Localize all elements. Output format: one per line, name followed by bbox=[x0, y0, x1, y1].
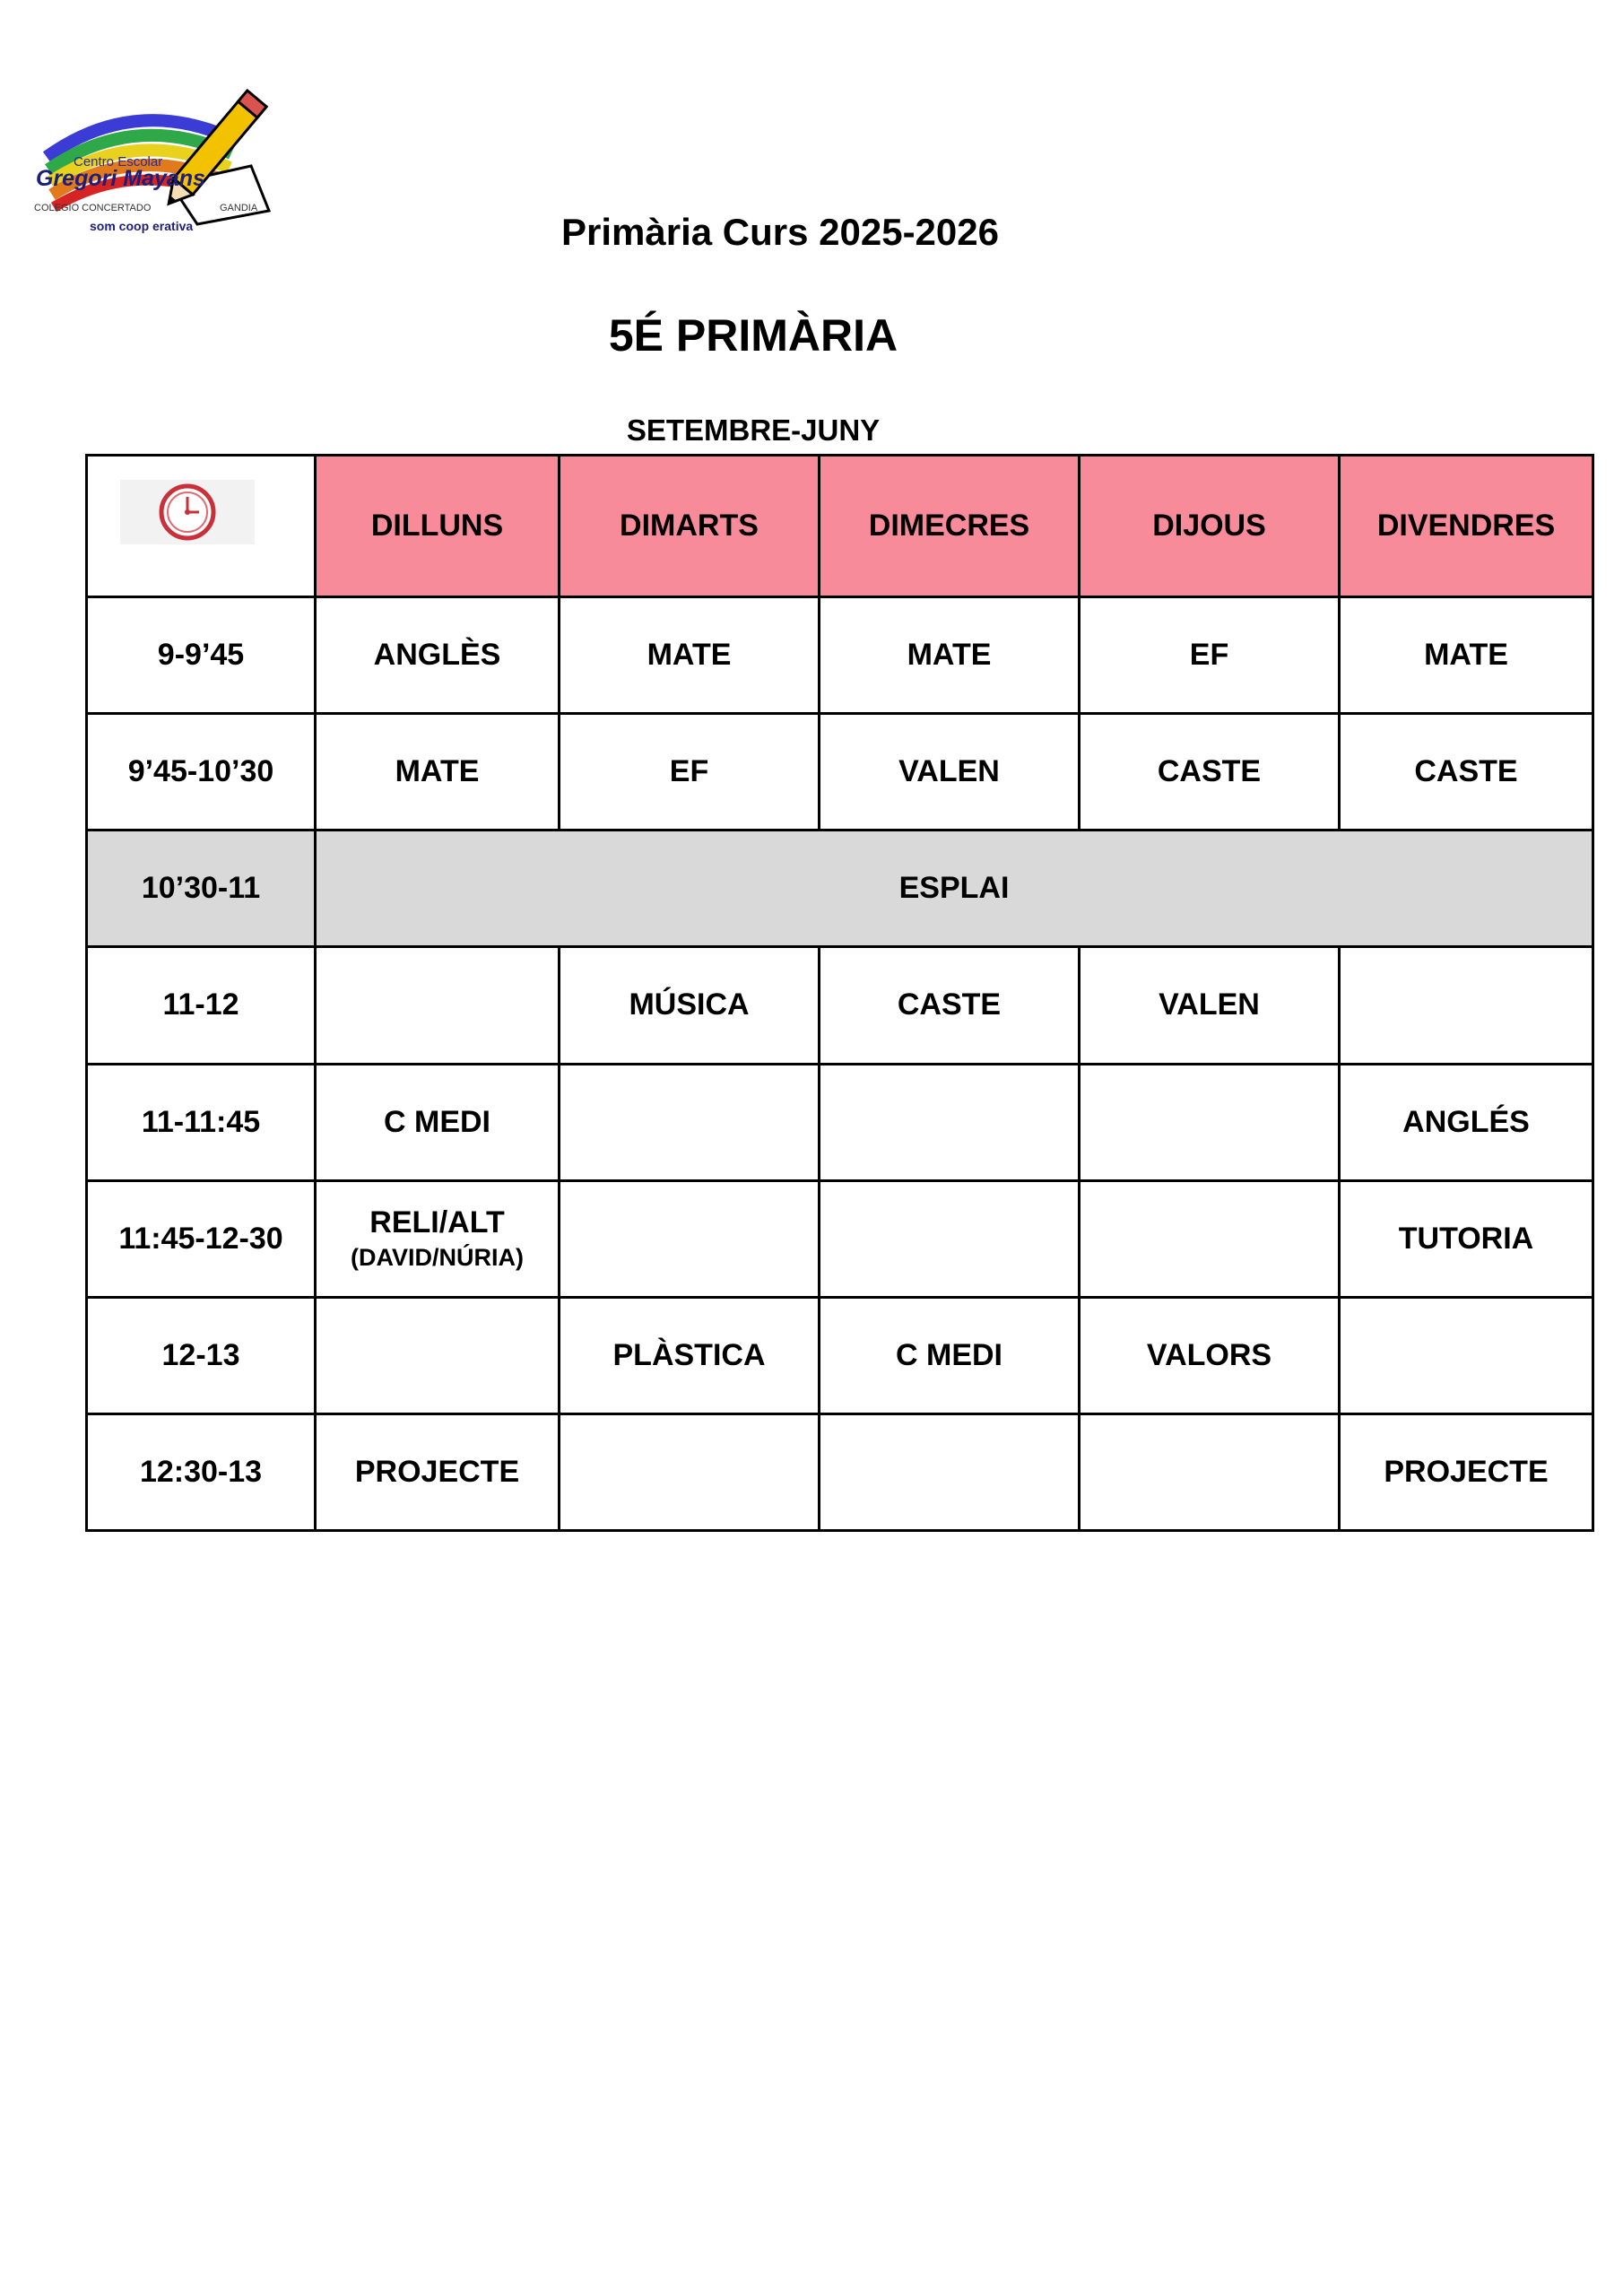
day-header-thursday: DIJOUS bbox=[1080, 456, 1340, 597]
class-cell: VALEN bbox=[1080, 947, 1340, 1064]
period-label: SETEMBRE-JUNY bbox=[626, 413, 881, 447]
table-row bbox=[87, 1064, 1593, 1180]
time-cell: 11-12 bbox=[87, 947, 316, 1064]
table-row bbox=[87, 1413, 1593, 1530]
break-cell: ESPLAI bbox=[316, 831, 1593, 947]
time-cell: 11:45-12-30 bbox=[87, 1180, 316, 1297]
logo-line2: Gregori Mayans bbox=[36, 166, 205, 191]
class-cell bbox=[1340, 1297, 1593, 1413]
class-cell bbox=[1080, 1064, 1340, 1180]
table-row bbox=[87, 1297, 1593, 1413]
schedule-table bbox=[85, 454, 1594, 1532]
class-cell: PLÀSTICA bbox=[560, 1297, 820, 1413]
class-cell: ANGLÉS bbox=[1340, 1064, 1593, 1180]
day-header-monday: DILLUNS bbox=[316, 456, 560, 597]
time-cell: 12-13 bbox=[87, 1297, 316, 1413]
time-cell: 9-9’45 bbox=[87, 597, 316, 714]
class-cell: MÚSICA bbox=[560, 947, 820, 1064]
class-cell: MATE bbox=[820, 597, 1080, 714]
class-cell: ANGLÈS bbox=[316, 597, 560, 714]
class-cell bbox=[316, 1297, 560, 1413]
time-cell: 12:30-13 bbox=[87, 1413, 316, 1530]
logo-line5: som coop erativa bbox=[90, 219, 194, 233]
class-cell: MATE bbox=[1340, 597, 1593, 714]
class-cell: CASTE bbox=[1340, 714, 1593, 831]
class-cell bbox=[560, 1180, 820, 1297]
class-cell bbox=[316, 947, 560, 1064]
class-cell bbox=[1340, 947, 1593, 1064]
header-row bbox=[87, 456, 1593, 597]
class-cell: VALORS bbox=[1080, 1297, 1340, 1413]
class-cell: MATE bbox=[560, 597, 820, 714]
class-name: RELI/ALT bbox=[369, 1205, 505, 1240]
class-cell: C MEDI bbox=[820, 1297, 1080, 1413]
table-row bbox=[87, 1180, 1593, 1297]
class-cell: MATE bbox=[316, 714, 560, 831]
class-teachers-note: (DAVID/NÚRIA) bbox=[351, 1244, 524, 1272]
day-header-friday: DIVENDRES bbox=[1340, 456, 1593, 597]
class-cell: C MEDI bbox=[316, 1064, 560, 1180]
table-row bbox=[87, 947, 1593, 1064]
class-cell bbox=[1080, 1413, 1340, 1530]
class-cell: PROJECTE bbox=[1340, 1413, 1593, 1530]
time-cell: 9’45-10’30 bbox=[87, 714, 316, 831]
class-cell: CASTE bbox=[1080, 714, 1340, 831]
table-row bbox=[87, 597, 1593, 714]
class-cell bbox=[820, 1180, 1080, 1297]
class-cell bbox=[1080, 1180, 1340, 1297]
course-title: Primària Curs 2025-2026 bbox=[561, 211, 999, 253]
class-cell: TUTORIA bbox=[1340, 1180, 1593, 1297]
class-cell bbox=[820, 1064, 1080, 1180]
class-cell: CASTE bbox=[820, 947, 1080, 1064]
clock-icon bbox=[120, 480, 255, 544]
time-cell: 11-11:45 bbox=[87, 1064, 316, 1180]
clock-cell bbox=[87, 456, 316, 597]
break-row bbox=[87, 831, 1593, 947]
class-cell: PROJECTE bbox=[316, 1413, 560, 1530]
logo-line3: COLEGIO CONCERTADO bbox=[34, 203, 152, 213]
day-header-wednesday: DIMECRES bbox=[820, 456, 1080, 597]
logo-line4: GANDIA bbox=[220, 203, 258, 213]
class-cell bbox=[560, 1413, 820, 1530]
day-header-tuesday: DIMARTS bbox=[560, 456, 820, 597]
logo-line1: Centro Escolar bbox=[74, 154, 163, 170]
class-cell bbox=[316, 1180, 560, 1297]
class-cell bbox=[560, 1064, 820, 1180]
class-cell: EF bbox=[560, 714, 820, 831]
class-cell: VALEN bbox=[820, 714, 1080, 831]
time-cell: 10’30-11 bbox=[87, 831, 316, 947]
grade-title: 5É PRIMÀRIA bbox=[608, 310, 898, 361]
table-row bbox=[87, 714, 1593, 831]
class-cell: EF bbox=[1080, 597, 1340, 714]
class-cell bbox=[820, 1413, 1080, 1530]
